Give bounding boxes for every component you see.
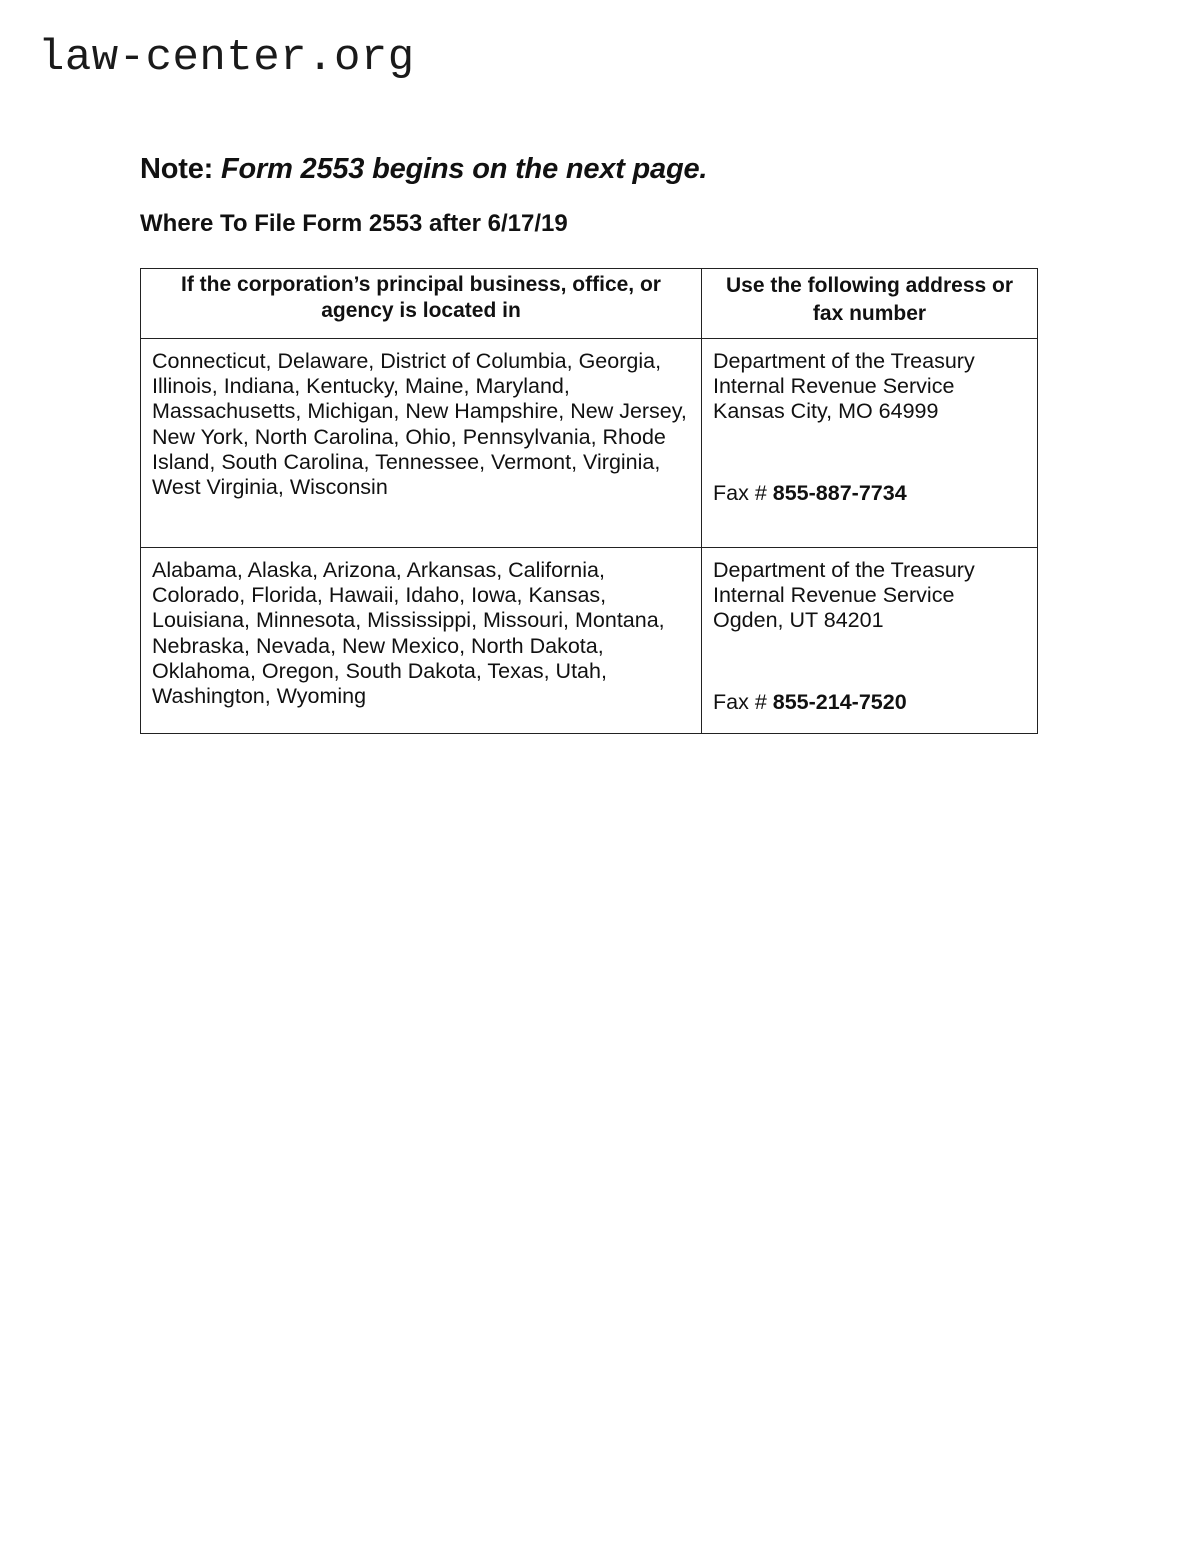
- fax-line: [713, 690, 1026, 715]
- table-row: [141, 548, 1038, 734]
- table-row: [141, 339, 1038, 548]
- fax-label: Fax #: [713, 689, 767, 714]
- note-label: Note:: [140, 153, 214, 185]
- mailing-address: [702, 548, 1037, 725]
- address-cell: [702, 339, 1038, 548]
- header-location-text: If the corporation’s principal business, office, or agency is located in: [181, 273, 661, 322]
- address-line-3: Ogden, UT 84201: [713, 608, 884, 633]
- address-line-1: Department of the Treasury: [713, 349, 975, 373]
- address-line-2: Internal Revenue Service: [713, 374, 955, 399]
- fax-line: [713, 481, 1026, 506]
- fax-number: 855-214-7520: [772, 689, 907, 714]
- address-line-1: Department of the Treasury: [713, 558, 975, 582]
- address-cell: [702, 548, 1038, 734]
- table-header-row: [141, 269, 1038, 339]
- states-list: Connecticut, Delaware, District of Columbia, Georgia, Illinois, Indiana, Kentucky, Maine, Maryland, Massachusetts, Michigan, New Hampshire, New Jersey, New York, North Carolina, Ohio, Pennsylvania, Rhode Island, South Carolina, Tennessee, Vermont, Virginia, West Virginia, Wisconsin: [152, 349, 687, 500]
- fax-number: 855-887-7734: [772, 480, 907, 505]
- states-list: Alabama, Alaska, Arizona, Arkansas, California, Colorado, Florida, Hawaii, Idaho, Iowa, Kansas, Louisiana, Minnesota, Mississippi, Missouri, Montana, Nebraska, Nevada, New Mexico, North Dakota, Oklahoma, Oregon, South Dakota, Texas, Utah, Washington, Wyoming: [152, 558, 665, 709]
- header-address: [702, 269, 1038, 339]
- address-line-2: Internal Revenue Service: [713, 583, 955, 608]
- header-address-text: Use the following address or fax number: [725, 274, 1014, 325]
- fax-label: Fax #: [713, 480, 767, 505]
- address-line-3: Kansas City, MO 64999: [713, 399, 939, 424]
- note-text: Form 2553 begins on the next page.: [220, 153, 708, 185]
- states-cell: [141, 548, 702, 734]
- filing-address-table: [140, 268, 1038, 734]
- states-cell: [141, 339, 702, 548]
- watermark-site-name: law-center.org: [38, 33, 415, 83]
- header-location: [141, 269, 702, 339]
- section-title: Where To File Form 2553 after 6/17/19: [140, 210, 568, 237]
- mailing-address: [702, 339, 1037, 516]
- page-note: [140, 154, 707, 186]
